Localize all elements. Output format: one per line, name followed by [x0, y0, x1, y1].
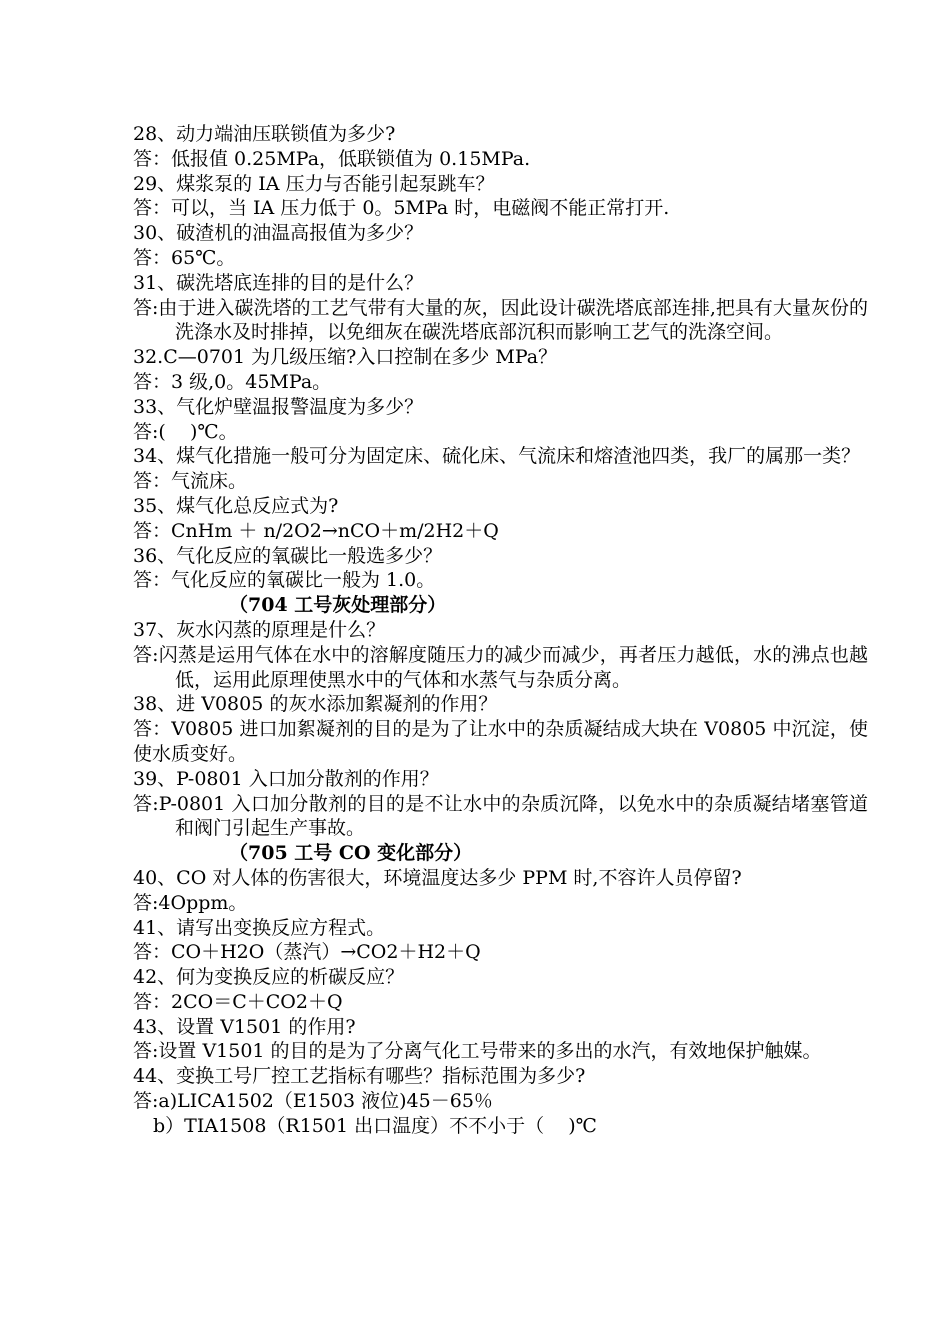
answer-37: 答:闪蒸是运用气体在水中的溶解度随压力的减少而减少，再者压力越低，水的沸点也越低，运用此原理使黑水中的气体和水蒸气与杂质分离。 — [133, 643, 868, 691]
answer-33: 答:( )℃。 — [133, 420, 238, 443]
question-37: 37、灰水闪蒸的原理是什么？ — [133, 618, 386, 641]
question-28: 28、动力端油压联锁值为多少? — [133, 123, 396, 145]
question-36: 36、气化反应的氧碳比一般选多少？ — [133, 544, 443, 567]
answer-43: 答:设置 V1501 的目的是为了分离气化工号带来的多出的水汽，有效地保护触媒。 — [133, 1040, 822, 1063]
question-31: 31、碳洗塔底连排的目的是什么？ — [133, 271, 424, 294]
answer-31: 答:由于进入碳洗塔的工艺气带有大量的灰，因此设计碳洗塔底部连排,把具有大量灰份的洗涤水及时排掉，以免细灰在碳洗塔底部沉积而影响工艺气的洗涤空间。 — [133, 296, 868, 344]
question-40: 40、CO 对人体的伤害很大，环境温度达多少 PPM 时,不容许人员停留? — [133, 866, 742, 889]
answer-39: 答:P-0801 入口加分散剂的目的是不让水中的杂质沉降，以免水中的杂质凝结堵塞管道和阀门引起生产事故。 — [133, 792, 868, 840]
question-43: 43、设置 V1501 的作用? — [133, 1015, 356, 1038]
question-33: 33、气化炉壁温报警温度为多少？ — [133, 395, 424, 418]
answer-34: 答：气流床。 — [133, 470, 248, 493]
answer-30: 答：65℃。 — [133, 246, 236, 269]
question-32: 32.C—0701 为几级压缩?入口控制在多少 MPa？ — [133, 346, 558, 369]
question-38: 38、进 V0805 的灰水添加絮凝剂的作用？ — [133, 693, 498, 716]
question-42: 42、何为变换反应的析碳反应？ — [133, 966, 405, 989]
question-41: 41、请写出变换反应方程式。 — [133, 916, 386, 939]
answer-44-b: b）TIA1508（R1501 出口温度）不不小于（ )℃ — [153, 1114, 597, 1137]
question-44: 44、变换工号厂控工艺指标有哪些？指标范围为多少? — [133, 1065, 586, 1088]
document-body — [133, 122, 868, 1139]
section-heading-704: （704 工号灰处理部分） — [229, 594, 447, 617]
answer-28: 答：低报值 0.25MPa，低联锁值为 0.15MPa. — [133, 147, 531, 170]
question-29: 29、煤浆泵的 IA 压力与否能引起泵跳车？ — [133, 172, 495, 195]
answer-36: 答：气化反应的氧碳比一般为 1.0。 — [133, 569, 436, 592]
answer-41: 答：CO＋H2O（蒸汽）→CO2＋H2＋Q — [133, 941, 481, 964]
question-30: 30、破渣机的油温高报值为多少？ — [133, 222, 424, 245]
question-34: 34、煤气化措施一般可分为固定床、硫化床、气流床和熔渣池四类，我厂的属那一类？ — [133, 445, 861, 468]
section-heading-705: （705 工号 CO 变化部分） — [229, 842, 473, 865]
answer-42: 答：2CO＝C＋CO2＋Q — [133, 990, 343, 1013]
answer-38: 答：V0805 进口加絮凝剂的目的是为了让水中的杂质凝结成大块在 V0805 中沉淀，使使水质变好。 — [133, 718, 868, 765]
answer-32: 答：3 级,0。45MPa。 — [133, 370, 332, 393]
answer-35: 答：CnHm ＋ n/2O2→nCO＋m/2H2＋Q — [133, 519, 499, 542]
question-35: 35、煤气化总反应式为? — [133, 494, 339, 517]
answer-40: 答:4Oppm。 — [133, 891, 248, 914]
answer-29: 答：可以，当 IA 压力低于 0。5MPa 时，电磁阀不能正常打开. — [133, 197, 670, 220]
question-39: 39、P-0801 入口加分散剂的作用？ — [133, 767, 439, 790]
answer-44-a: 答:a)LICA1502（E1503 液位)45－65％ — [133, 1090, 493, 1113]
